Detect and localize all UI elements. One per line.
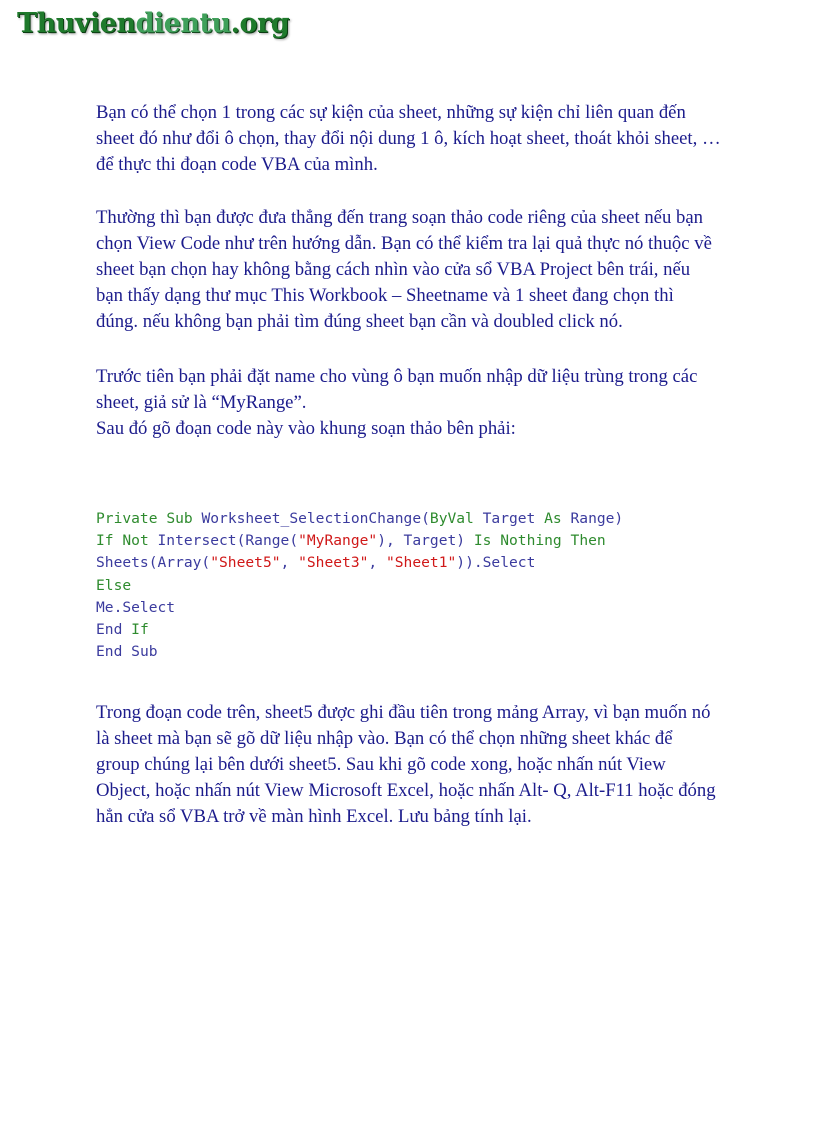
code-line-5 xyxy=(96,597,623,619)
code-space xyxy=(158,510,167,527)
text-line: là sheet mà bạn sẽ gõ dữ liệu nhập vào. Bạn có thể chọn những sheet khác để xyxy=(96,728,673,749)
code-line-3 xyxy=(96,552,623,574)
text-line: chọn View Code như trên hướng dẫn. Bạn có thể kiểm tra lại quả thực nó thuộc về xyxy=(96,233,712,254)
code-keyword: End xyxy=(96,643,123,661)
code-keyword: Then xyxy=(570,532,606,550)
vba-code-block xyxy=(96,508,623,663)
code-keyword: End xyxy=(96,621,123,639)
code-keyword: As xyxy=(544,510,562,527)
code-string: "Sheet1" xyxy=(385,554,457,572)
text-line: sheet, giả sử là “MyRange”. xyxy=(96,392,307,413)
text-line: đúng. nếu không bạn phải tìm đúng sheet bạn cần và doubled click nó. xyxy=(96,311,623,332)
code-line-7 xyxy=(96,641,623,663)
code-identifier: Worksheet_SelectionChange( xyxy=(192,510,430,527)
text-line: hẳn cửa sổ VBA trở về màn hình Excel. Lưu bảng tính lại. xyxy=(96,806,532,827)
code-identifier: Intersect(Range( xyxy=(148,532,299,550)
logo-text-dientu: dientu xyxy=(135,8,231,39)
text-line: Trước tiên bạn phải đặt name cho vùng ô bạn muốn nhập dữ liệu trùng trong các xyxy=(96,366,698,387)
code-keyword: Not xyxy=(122,532,149,550)
code-identifier: Me.Select xyxy=(96,598,176,616)
logo-text-thuvien: Thuvien xyxy=(17,8,136,39)
code-keyword: Else xyxy=(96,576,132,594)
code-space xyxy=(562,532,571,549)
text-line: Object, hoặc nhấn nút View Microsoft Excel, hoặc nhấn Alt- Q, Alt-F11 hoặc đóng xyxy=(96,780,716,801)
text-line: group chúng lại bên dưới sheet5. Sau khi gõ code xong, hoặc nhấn nút View xyxy=(96,754,666,775)
paragraph-explanation xyxy=(96,700,736,830)
code-string: "Sheet5" xyxy=(210,554,281,572)
site-logo[interactable] xyxy=(17,4,289,44)
code-identifier: , xyxy=(280,554,299,572)
code-keyword: If xyxy=(131,621,149,639)
text-line: Trong đoạn code trên, sheet5 được ghi đầu tiên trong mảng Array, vì bạn muốn nó xyxy=(96,702,711,723)
code-keyword: ByVal xyxy=(429,510,474,527)
code-identifier: ), Target) xyxy=(377,532,474,550)
code-keyword: Nothing xyxy=(500,532,562,550)
paragraph-sheet-events xyxy=(96,100,736,178)
text-line: sheet bạn chọn hay không bằng cách nhìn vào cửa sổ VBA Project bên trái, nếu xyxy=(96,259,691,280)
text-line: Bạn có thể chọn 1 trong các sự kiện của sheet, những sự kiện chỉ liên quan đến xyxy=(96,102,686,123)
text-line: bạn thấy dạng thư mục This Workbook – Sheetname và 1 sheet đang chọn thì xyxy=(96,285,674,306)
code-identifier: )).Select xyxy=(456,554,536,572)
code-space xyxy=(122,643,131,660)
code-space xyxy=(491,532,500,549)
paragraph-name-range xyxy=(96,364,736,442)
logo-text-org: .org xyxy=(230,8,290,39)
code-keyword: If xyxy=(96,532,114,550)
paragraph-view-code xyxy=(96,205,736,335)
code-identifier: Range) xyxy=(561,510,624,527)
text-line: sheet đó như đổi ô chọn, thay đổi nội dung 1 ô, kích hoạt sheet, thoát khỏi sheet, … xyxy=(96,128,721,149)
code-line-1 xyxy=(96,508,623,530)
code-identifier: , xyxy=(368,554,386,572)
code-space xyxy=(122,621,131,638)
text-line: Sau đó gõ đoạn code này vào khung soạn thảo bên phải: xyxy=(96,418,516,439)
code-line-4 xyxy=(96,575,623,597)
code-keyword: Sub xyxy=(166,510,193,527)
code-string: "Sheet3" xyxy=(298,554,369,572)
code-string: "MyRange" xyxy=(298,532,378,550)
code-keyword: Is xyxy=(473,532,492,550)
text-line: để thực thi đoạn code VBA của mình. xyxy=(96,154,378,175)
code-line-2 xyxy=(96,530,623,552)
code-identifier: Target xyxy=(473,510,545,527)
code-keyword: Sub xyxy=(131,643,158,661)
code-identifier: Sheets(Array( xyxy=(96,554,211,572)
code-line-6 xyxy=(96,619,623,641)
code-keyword: Private xyxy=(96,510,158,527)
text-line: Thường thì bạn được đưa thẳng đến trang soạn thảo code riêng của sheet nếu bạn xyxy=(96,207,703,228)
